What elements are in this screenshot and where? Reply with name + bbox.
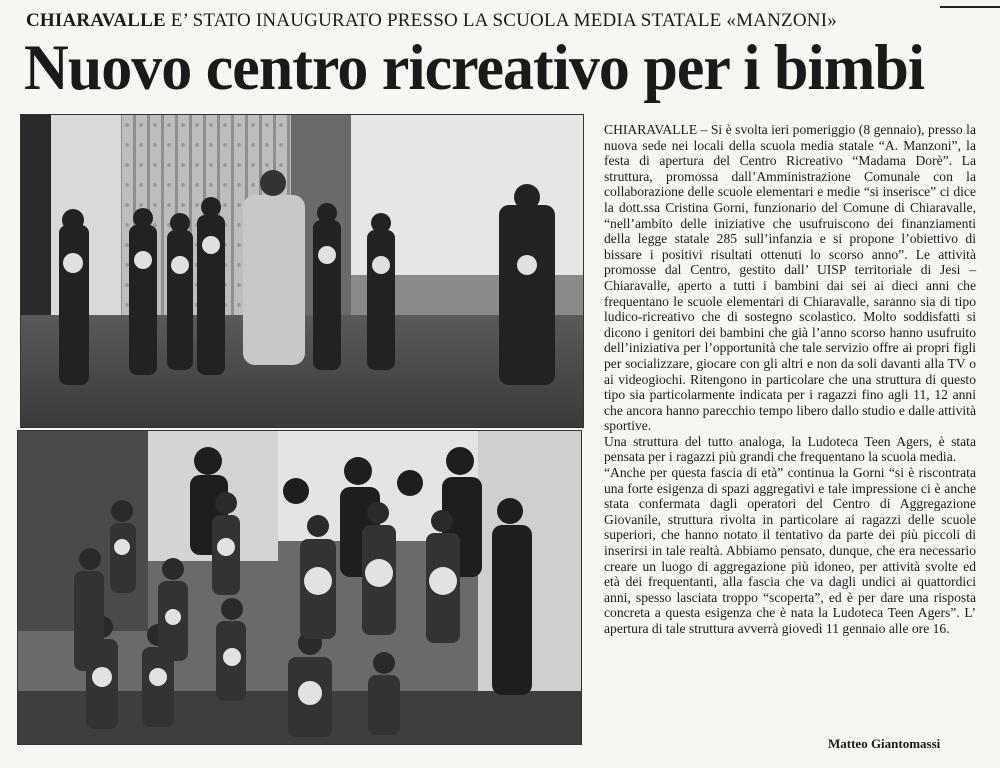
photo-group: [17, 430, 582, 745]
article-body: [604, 122, 976, 637]
photo-children-classroom: [20, 114, 584, 428]
article-paragraph-2: Una struttura del tutto analoga, la Ludoteca Teen Agers, è stata pensata per i ragazzi più grandi che frequentano la scuola media.: [604, 433, 976, 465]
kicker-place: CHIARAVALLE: [26, 10, 166, 31]
kicker: [26, 10, 837, 32]
headline: Nuovo centro ricreativo per i bimbi: [24, 32, 925, 104]
byline: Matteo Giantomassi: [828, 736, 941, 751]
photo-group-image: [18, 431, 581, 744]
photo-children-classroom-image: [21, 115, 583, 427]
article-paragraph-3: “Anche per questa fascia di età” continua la Gorni “si è riscontrata una forte esigenza di spazi aggregativi e tale impressione ci è anche stata confermata dagli operatori del Centro di Aggregazione Giovanile, struttura rivolta in particolare ai ragazzi delle scuole superiori, che hanno notato il tentativo da parte dei più piccoli di inserirsi in tale realtà. Abbiamo pensato, dunque, che era necessario creare un luogo di aggregazione più idoneo, per attività svolte ed età dei frequentanti, alla fascia che va dagli undici ai quattordici anni, spesso lasciata troppo “scoperta”, ed è per dare una risposta concreta a questa esigenza che è nata la Ludoteca Teen Agers”. L’ apertura di tale struttura avverrà giovedì 11 gennaio alle ore 16.: [604, 465, 976, 636]
article-paragraph-1: CHIARAVALLE – Si è svolta ieri pomeriggio (8 gennaio), presso la nuova sede nei locali della scuola media statale “A. Manzoni”, la festa di apertura del Centro Ricreativo “Madama Dorè”. La struttura, promossa dall’Amministrazione Comunale con la collaborazione delle scuole elementari e medie “si inserisce” ci dice la dott.ssa Cristina Gorni, funzionario del Comune di Chiaravalle, “nell’ambito delle iniziative che usufruiscono dei finanziamenti della legge statale 285 sull’infanzia e si propone l’obiettivo di bissare i positivi risultati ottenuti lo scorso anno”. Le attività promosse dal Centro, gestito dall’ UISP territoriale di Jesi – Chiaravalle, aperto a tutti i bambini dai sei ai dieci anni che frequentano le scuole elementari di Chiaravalle, saranno sia di tipo ludico-ricreativo che di sostegno scolastico. Molto soddisfatti si dicono i genitori dei bambini che già l’anno scorso hanno usufruito dell’iniziativa per l’opportunità che tale servizio offre ai propri figli per socializzare, giocare con gli altri e non da soli davanti alla TV o ai videogiochi. Ritengono in particolare che una struttura di questo tipo sia particolarmente indicata per i ragazzi fino agli 11, 12 anni che ancora hanno parecchio tempo libero dallo studio e dalle attività sportive.: [604, 122, 976, 434]
top-right-rule: [940, 0, 1000, 8]
kicker-text: E’ STATO INAUGURATO PRESSO LA SCUOLA MEDIA STATALE «MANZONI»: [170, 10, 837, 31]
